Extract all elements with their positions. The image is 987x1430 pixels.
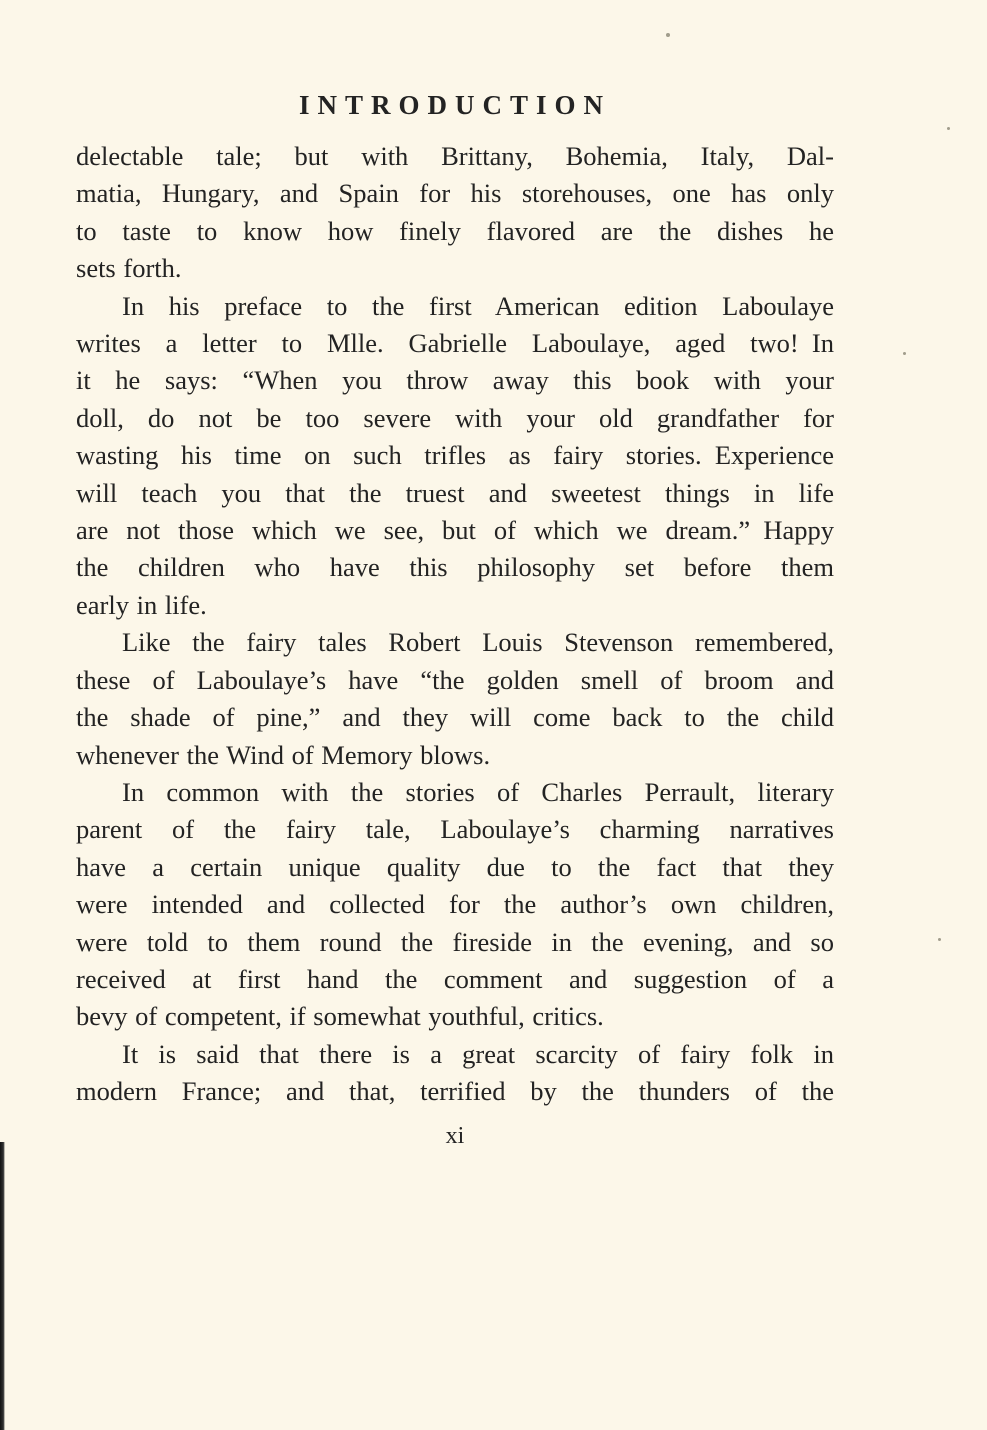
text-line: modern France; and that, terrified by the thunders of the bbox=[76, 1076, 834, 1107]
paragraph bbox=[76, 138, 834, 288]
text-line: In common with the stories of Charles Perrault, literary bbox=[122, 776, 834, 807]
page-title: INTRODUCTION bbox=[298, 90, 612, 120]
text-line: the children who have this philosophy set before them bbox=[76, 552, 834, 583]
page-number: xi bbox=[445, 1122, 465, 1149]
text-line: matia, Hungary, and Spain for his storehouses, one has only bbox=[76, 178, 834, 209]
paragraph bbox=[76, 774, 834, 1036]
scan-speck bbox=[903, 352, 906, 355]
text-line: will teach you that the truest and sweetest things in life bbox=[76, 477, 834, 508]
text-line: In his preface to the first American edition Laboulaye bbox=[122, 290, 834, 321]
text-line: it he says: “When you throw away this book with your bbox=[76, 365, 834, 396]
text-line: are not those which we see, but of which we dream.” Happy bbox=[76, 515, 834, 546]
text-line: bevy of competent, if somewhat youthful, critics. bbox=[76, 1001, 604, 1032]
paragraph bbox=[76, 1036, 834, 1111]
text-line: to taste to know how finely flavored are the dishes he bbox=[76, 215, 834, 246]
text-line: wasting his time on such trifles as fairy stories. Experience bbox=[76, 440, 834, 471]
text-line: early in life. bbox=[76, 589, 207, 620]
text-block bbox=[76, 88, 834, 1151]
text-line: writes a letter to Mlle. Gabrielle Laboulaye, aged two! In bbox=[76, 328, 834, 359]
scan-edge-artifact bbox=[0, 1142, 5, 1430]
text-line: sets forth. bbox=[76, 253, 182, 284]
text-line: were intended and collected for the author’s own children, bbox=[76, 889, 834, 920]
scan-speck bbox=[947, 127, 950, 130]
text-line: these of Laboulaye’s have “the golden smell of broom and bbox=[76, 664, 834, 695]
text-line: doll, do not be too severe with your old grandfather for bbox=[76, 402, 834, 433]
text-line: Like the fairy tales Robert Louis Stevenson remembered, bbox=[122, 627, 834, 658]
text-line: parent of the fairy tale, Laboulaye’s charming narratives bbox=[76, 814, 834, 845]
text-line: the shade of pine,” and they will come back to the child bbox=[76, 702, 834, 733]
scan-speck bbox=[938, 938, 941, 941]
text-line: whenever the Wind of Memory blows. bbox=[76, 739, 491, 770]
text-line: were told to them round the fireside in the evening, and so bbox=[76, 926, 834, 957]
paragraph bbox=[76, 624, 834, 774]
text-line: delectable tale; but with Brittany, Bohemia, Italy, Dal- bbox=[76, 141, 834, 171]
paragraph bbox=[76, 288, 834, 625]
text-line: It is said that there is a great scarcity of fairy folk in bbox=[122, 1038, 834, 1069]
scan-speck bbox=[666, 33, 670, 37]
text-line: received at first hand the comment and suggestion of a bbox=[76, 963, 834, 994]
text-line: have a certain unique quality due to the fact that they bbox=[76, 851, 834, 882]
